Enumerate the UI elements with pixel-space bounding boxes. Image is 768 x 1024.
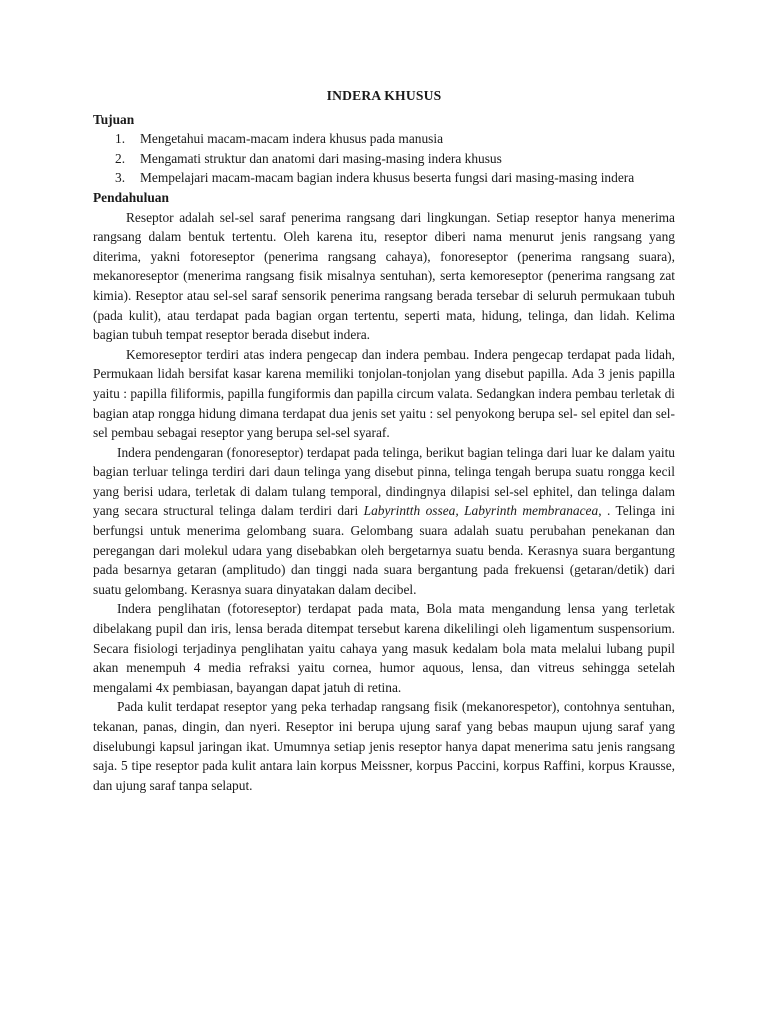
paragraph-kulit: Pada kulit terdapat reseptor yang peka terhadap rangsang fisik (mekanorespetor), contohnya sentuhan, tekanan, panas, dingin, dan nyeri. Reseptor ini berupa ujung saraf yang bebas maupun ujung saraf yang diselubungi kapsul jaringan ikat. Umumnya setiap jenis reseptor hanya dapat menerima satu jenis rangsang saja. 5 tipe reseptor pada kulit antara lain korpus Meissner, korpus Paccini, korpus Raffini, korpus Krausse, dan ujung saraf tanpa selaput. [93,699,675,793]
paragraph-penglihatan: Indera penglihatan (fotoreseptor) terdapat pada mata, Bola mata mengandung lensa yang terletak dibelakang pupil dan iris, lensa berada ditempat tersebut karena dikelilingi oleh ligamentum suspensorium. Secara fisiologi terjadinya penglihatan yaitu cahaya yang masuk kedalam bola mata melalui lubang pupil akan menempuh 4 media refraksi yaitu cornea, humor aquous, lensa, dan vitreus sehingga setelah mengalami 4x pembiasan, bayangan dapat jatuh di retina. [93,601,675,695]
tujuan-list [93,129,675,188]
pendahuluan-heading: Pendahuluan [93,189,169,205]
list-item-text: Mempelajari macam-macam bagian indera khusus beserta fungsi dari masing-masing indera [140,170,635,186]
tujuan-heading: Tujuan [93,111,135,127]
paragraph-kemoreseptor: Kemoreseptor terdiri atas indera pengecap dan indera pembau. Indera pengecap terdapat pada lidah, Permukaan lidah bersifat kasar karena memiliki tonjolan-tonjolan yang disebut papilla. Ada 3 jenis papilla yaitu : papilla filiformis, papilla fungiformis dan papilla circum valata. Sedangkan indera pembau terletak di bagian atap rongga hidung dimana terdapat dua jenis set yaitu : sel penyokong berupa sel- sel epitel dan sel-sel pembau sebagai reseptor yang berupa sel-sel syaraf. [93,346,675,441]
list-item [93,168,675,188]
list-item [93,129,675,149]
list-item-number: 2. [115,150,126,166]
list-item-text: Mengamati struktur dan anatomi dari masing-masing indera khusus [140,150,502,166]
list-item-number: 3. [115,170,126,186]
list-item [93,149,675,169]
list-item-number: 1. [115,131,126,147]
paragraph-pendengaran [93,443,675,600]
labyrinth-term: Labyrintth ossea, Labyrinth membranacea [363,503,599,519]
document-title: INDERA KHUSUS [326,88,442,103]
list-item-text: Mengetahui macam-macam indera khusus pada manusia [140,131,444,147]
document-content [93,86,675,795]
paragraph-reseptor: Reseptor adalah sel-sel saraf penerima rangsang dari lingkungan. Setiap reseptor hanya menerima rangsang dalam bentuk tertentu. Oleh karena itu, reseptor diberi nama menurut jenis rangsang yang diterima, yakni fotoreseptor (penerima rangsang cahaya), fonoreseptor (penerima rangsang suara), mekanoreseptor (menerima rangsang fisik misalnya sentuhan), serta kemoreseptor (penerima rangsang zat kimia). Reseptor atau sel-sel saraf sensorik penerima rangsang berada tersebar di seluruh permukaan tubuh (pada kulit), atau terdapat pada bagian organ tertentu, seperti mata, hidung, telinga, dan lidah. Kelima bagian tubuh tempat reseptor berada disebut indera. [93,209,675,343]
paragraph-pendengaran-part2: , . Telinga ini berfungsi untuk menerima gelombang suara. Gelombang suara adalah suatu perubahan penekanan dan peregangan dari molekul udara yang disebabkan oleh bergetarnya suatu benda. Kerasnya suara bergantung pada besarnya getaran (amplitudo) dan tinggi nada suara bergantung pada frekuensi (getaran/detik) dari suatu gelombang. Kerasnya suara dinyatakan dalam decibel. [93,503,675,597]
paragraph-pendengaran-part1: Indera pendengaran (fonoreseptor) terdapat pada telinga, berikut bagian telinga dari luar ke dalam yaitu bagian terluar telinga terdiri dari daun telinga yang disebut pinna, telinga tengah berupa suatu rongga kecil yang berisi udara, terletak di dalam tulang temporal, dindingnya dilapisi sel-sel ephitel, dan telinga dalam yang secara structural telinga dalam terdiri dari [93,444,675,519]
